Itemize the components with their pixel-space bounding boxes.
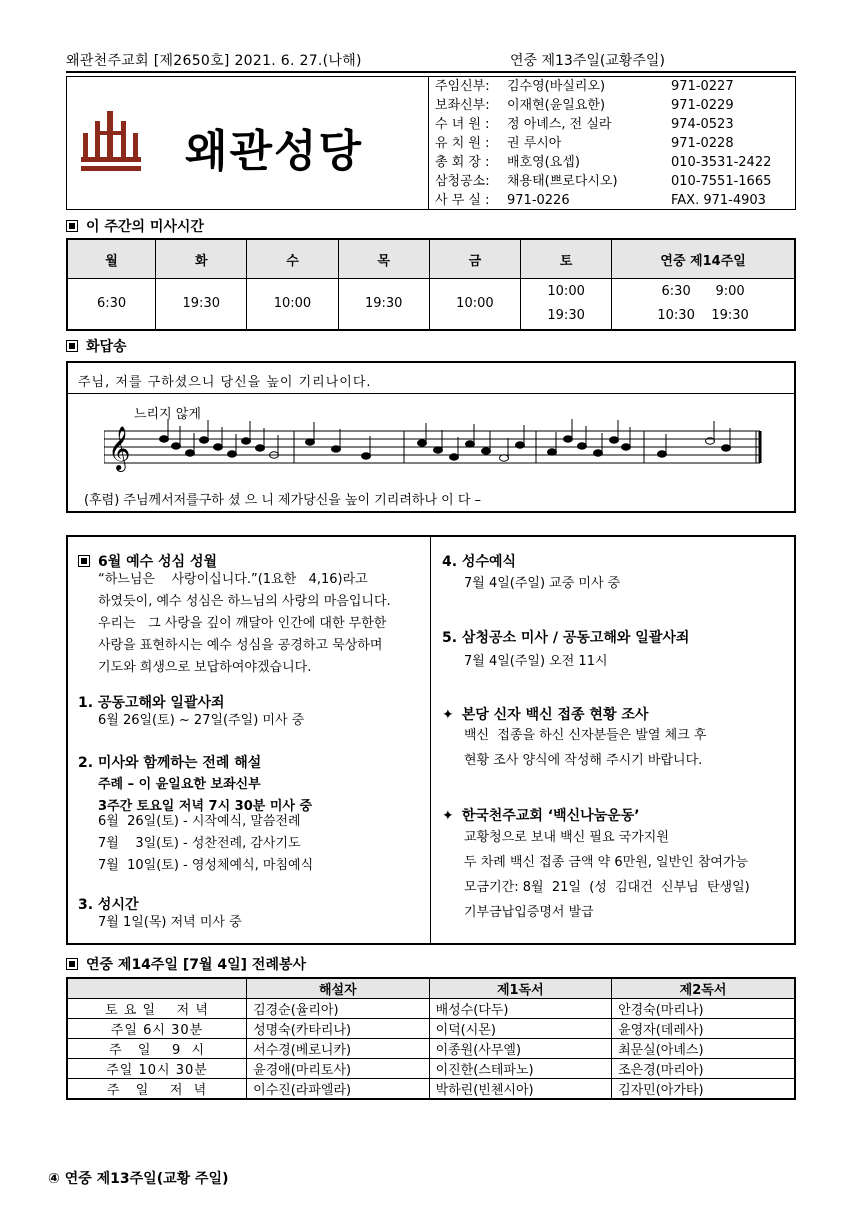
note-head bbox=[186, 450, 195, 456]
notice-line: 6월 26일(토) - 시작예식, 말씀전례 bbox=[98, 814, 301, 829]
note-head bbox=[306, 439, 315, 445]
service-section-title: 연중 제14주일 [7월 4일] 전례봉사 bbox=[66, 954, 306, 974]
notice-4-text: 7월 4일(주일) 교중 미사 중 bbox=[464, 576, 621, 591]
page-footer: ④ 연중 제13주일(교황 주일) bbox=[48, 1171, 229, 1187]
staff-name: 971-0226 bbox=[507, 193, 570, 208]
notice-line: 우리는 그 사랑을 깊이 깨달아 인간에 대한 무한한 bbox=[98, 616, 387, 631]
psalm-section-title: 화답송 bbox=[66, 336, 127, 356]
service-volunteer: 성명숙(카타리나) bbox=[247, 1019, 430, 1039]
staff-role: 삼청공소: bbox=[435, 174, 490, 189]
note-head bbox=[418, 440, 427, 446]
notice-sacred-heart-title: 6월 예수 성심 성월 bbox=[78, 551, 217, 571]
mass-day-header: 수 bbox=[247, 239, 338, 279]
note-head bbox=[160, 436, 169, 442]
service-time-label: 주일 10시 30분 bbox=[67, 1059, 247, 1079]
psalm-response-text: 주님, 저를 구하셨으니 당신을 높이 기리나이다. bbox=[78, 375, 372, 390]
service-row bbox=[67, 1019, 795, 1039]
notice-3-title: 3. 성시간 bbox=[78, 897, 139, 913]
square-bullet-icon bbox=[78, 555, 90, 567]
staff-phone: 010-7551-1665 bbox=[671, 174, 772, 189]
staff-name: 권 루시아 bbox=[507, 136, 562, 151]
staff-name: 채용태(쁘로다시오) bbox=[507, 174, 618, 189]
staff-role: 유 치 원 : bbox=[435, 136, 490, 151]
notice-2-schedule: 3주간 토요일 저녁 7시 30분 미사 중 bbox=[98, 799, 313, 814]
notice-column-divider bbox=[430, 537, 431, 943]
note-head bbox=[594, 450, 603, 456]
notice-4-title: 4. 성수예식 bbox=[442, 554, 517, 570]
notice-line: 하였듯이, 예수 성심은 하느님의 사랑의 마음입니다. bbox=[98, 594, 391, 609]
note-head bbox=[256, 445, 265, 451]
staff-phone: 010-3531-2422 bbox=[671, 155, 772, 170]
note-head bbox=[172, 443, 181, 449]
notice-1-title: 1. 공동고해와 일괄사죄 bbox=[78, 695, 225, 711]
mass-time: 19:30 bbox=[547, 308, 585, 323]
staff-phone: 971-0227 bbox=[671, 79, 734, 94]
vaccine-sharing-title: ✦ 한국천주교회 ‘백신나눔운동’ bbox=[442, 808, 640, 824]
mass-time-cell bbox=[156, 279, 247, 331]
mass-day-header: 목 bbox=[338, 239, 429, 279]
service-header: 해설자 bbox=[247, 978, 430, 999]
notice-line: 백신 접종을 하신 신자분들은 발열 체크 후 bbox=[464, 728, 707, 743]
tempo-marking: 느리지 않게 bbox=[134, 407, 201, 422]
mass-day-header: 토 bbox=[521, 239, 612, 279]
mass-day-header: 연중 제14주일 bbox=[612, 239, 795, 279]
church-logo-icon bbox=[81, 111, 171, 175]
notice-line: 7월 3일(토) - 성찬전례, 감사기도 bbox=[98, 836, 301, 851]
staff-role: 총 회 장 : bbox=[435, 155, 490, 170]
service-row bbox=[67, 1039, 795, 1059]
staff-role: 주임신부: bbox=[435, 79, 490, 94]
logo-area bbox=[67, 77, 429, 209]
mass-day-header: 금 bbox=[429, 239, 520, 279]
notice-box bbox=[66, 535, 796, 945]
service-time-label: 주 일 저 녁 bbox=[67, 1079, 247, 1100]
service-volunteer: 윤영자(데레사) bbox=[612, 1019, 795, 1039]
vaccine-survey-body bbox=[464, 723, 706, 773]
staff-role: 수 녀 원 : bbox=[435, 117, 490, 132]
mass-time: 6:30 9:00 bbox=[661, 284, 745, 299]
note-head bbox=[482, 448, 491, 454]
psalm-box bbox=[66, 361, 796, 513]
notice-1-text: 6월 26일(토) ~ 27일(주일) 미사 중 bbox=[98, 713, 305, 728]
notice-line: 7월 10일(토) - 영성체예식, 마침예식 bbox=[98, 858, 314, 873]
service-row bbox=[67, 1059, 795, 1079]
service-time-label: 토 요 일 저 녁 bbox=[67, 999, 247, 1019]
psalm-divider bbox=[68, 393, 794, 394]
service-row bbox=[67, 1079, 795, 1100]
note-head bbox=[214, 444, 223, 450]
square-bullet-icon bbox=[66, 340, 78, 352]
note-head bbox=[722, 445, 731, 451]
notice-line: 모금기간: 8월 21일 (성 김대건 신부님 탄생일) bbox=[464, 880, 750, 895]
notice-line: 기도와 희생으로 보답하여야겠습니다. bbox=[98, 660, 312, 675]
notice-line: 기부금납입증명서 발급 bbox=[464, 905, 594, 920]
note-head bbox=[564, 436, 573, 442]
service-header bbox=[67, 978, 247, 999]
notice-5-text: 7월 4일(주일) 오전 11시 bbox=[464, 654, 608, 669]
mass-time-cell bbox=[521, 279, 612, 331]
square-bullet-icon bbox=[66, 958, 78, 970]
staff-name: 배호영(요셉) bbox=[507, 155, 580, 170]
staff-phone: FAX. 971-4903 bbox=[671, 193, 766, 208]
notice-line: “하느님은 사랑이십니다.”(1요한 4,16)라고 bbox=[98, 572, 368, 587]
service-volunteer: 이종원(사무엘) bbox=[429, 1039, 612, 1059]
bulletin-issue-info: 왜관천주교회 [제2650호] 2021. 6. 27.(나해) bbox=[66, 53, 362, 69]
notice-2-title: 2. 미사와 함께하는 전례 해설 bbox=[78, 755, 262, 771]
star-bullet-icon: ✦ bbox=[442, 707, 454, 723]
service-volunteer: 김경순(율리아) bbox=[247, 999, 430, 1019]
mass-time: 10:00 bbox=[547, 284, 585, 299]
service-volunteer: 조은경(마리아) bbox=[612, 1059, 795, 1079]
staff-phone: 971-0228 bbox=[671, 136, 734, 151]
mass-time-cell bbox=[612, 279, 795, 331]
psalm-lyrics: (후렴) 주님께서저를구하 셨 으 니 제가당신을 높이 기리려하나 이 다 – bbox=[84, 493, 482, 508]
mass-time: 10:00 bbox=[273, 296, 312, 311]
service-time-label: 주 일 9 시 bbox=[67, 1039, 247, 1059]
bulletin-sunday-title: 연중 제13주일(교황주일) bbox=[510, 53, 665, 69]
mass-time-cell bbox=[429, 279, 520, 331]
note-head bbox=[548, 449, 557, 455]
note-head bbox=[434, 447, 443, 453]
staff-name: 김수영(바실리오) bbox=[507, 79, 606, 94]
mass-time-cell bbox=[247, 279, 338, 331]
note-head bbox=[332, 446, 341, 452]
note-head bbox=[228, 451, 237, 457]
service-volunteer: 박하린(빈첸시아) bbox=[429, 1079, 612, 1100]
notice-line: 두 차례 백신 접종 금액 약 6만원, 일반인 참여가능 bbox=[464, 855, 749, 870]
notice-2-celebrant: 주례 – 이 윤일요한 보좌신부 bbox=[98, 777, 261, 792]
note-head bbox=[362, 453, 371, 459]
vaccine-sharing-body bbox=[464, 825, 750, 925]
service-volunteer: 윤경애(마리토사) bbox=[247, 1059, 430, 1079]
note-head bbox=[466, 441, 475, 447]
vaccine-survey-title: ✦ 본당 신자 백신 접종 현황 조사 bbox=[442, 707, 649, 723]
note-head bbox=[242, 438, 251, 444]
mass-times-table bbox=[66, 238, 796, 331]
note-head bbox=[578, 443, 587, 449]
service-volunteer: 안경숙(마리나) bbox=[612, 999, 795, 1019]
note-head bbox=[500, 455, 509, 461]
note-head bbox=[516, 442, 525, 448]
staff-role: 사 무 실 : bbox=[435, 193, 490, 208]
note-head bbox=[200, 437, 209, 443]
star-bullet-icon: ✦ bbox=[442, 808, 454, 824]
notice-5-title: 5. 삼청공소 미사 / 공동고해와 일괄사죄 bbox=[442, 630, 690, 646]
notice-line: 사랑을 표현하시는 예수 성심을 공경하고 묵상하며 bbox=[98, 638, 383, 653]
mass-time: 19:30 bbox=[182, 296, 220, 311]
notice-2-lines bbox=[98, 811, 313, 877]
service-volunteer: 이수진(라파엘라) bbox=[247, 1079, 430, 1100]
notice-line: 현황 조사 양식에 작성해 주시기 바랍니다. bbox=[464, 753, 703, 768]
service-volunteer: 김자민(아가타) bbox=[612, 1079, 795, 1100]
staff-name: 정 아녜스, 전 실라 bbox=[507, 117, 612, 132]
mass-time: 6:30 bbox=[96, 296, 127, 311]
notice-sacred-heart-body bbox=[98, 569, 391, 679]
note-head bbox=[610, 437, 619, 443]
staff-phone: 974-0523 bbox=[671, 117, 734, 132]
liturgy-service-table bbox=[66, 977, 796, 1100]
notice-line: 교황청으로 보내 백신 필요 국가지원 bbox=[464, 830, 669, 845]
note-head bbox=[622, 444, 631, 450]
service-row bbox=[67, 999, 795, 1019]
mass-day-header: 화 bbox=[156, 239, 247, 279]
service-volunteer: 서수경(베로니카) bbox=[247, 1039, 430, 1059]
staff-phone: 971-0229 bbox=[671, 98, 734, 113]
note-head bbox=[658, 451, 667, 457]
note-head bbox=[450, 454, 459, 460]
parish-info-box bbox=[66, 76, 796, 210]
mass-time-cell bbox=[338, 279, 429, 331]
staff-name: 이재현(윤일요한) bbox=[507, 98, 606, 113]
service-volunteer: 최문실(아녜스) bbox=[612, 1039, 795, 1059]
service-volunteer: 이진한(스테파노) bbox=[429, 1059, 612, 1079]
mass-section-title: 이 주간의 미사시간 bbox=[66, 216, 204, 236]
service-header: 제2독서 bbox=[612, 978, 795, 999]
music-staff-icon bbox=[104, 413, 764, 489]
square-bullet-icon bbox=[66, 220, 78, 232]
mass-day-header: 월 bbox=[67, 239, 156, 279]
service-volunteer: 배성수(다두) bbox=[429, 999, 612, 1019]
service-header: 제1독서 bbox=[429, 978, 612, 999]
treble-clef-icon: 𝄞 bbox=[108, 426, 131, 470]
mass-time-cell bbox=[67, 279, 156, 331]
mass-time: 19:30 bbox=[364, 296, 403, 311]
mass-time: 10:30 19:30 bbox=[657, 308, 749, 323]
notice-3-text: 7월 1일(목) 저녁 미사 중 bbox=[98, 915, 242, 930]
service-volunteer: 이덕(시몬) bbox=[429, 1019, 612, 1039]
parish-name: 왜관성당 bbox=[185, 126, 364, 177]
mass-time: 10:00 bbox=[456, 296, 494, 311]
header-rule bbox=[66, 71, 796, 73]
service-time-label: 주일 6시 30분 bbox=[67, 1019, 247, 1039]
staff-role: 보좌신부: bbox=[435, 98, 490, 113]
